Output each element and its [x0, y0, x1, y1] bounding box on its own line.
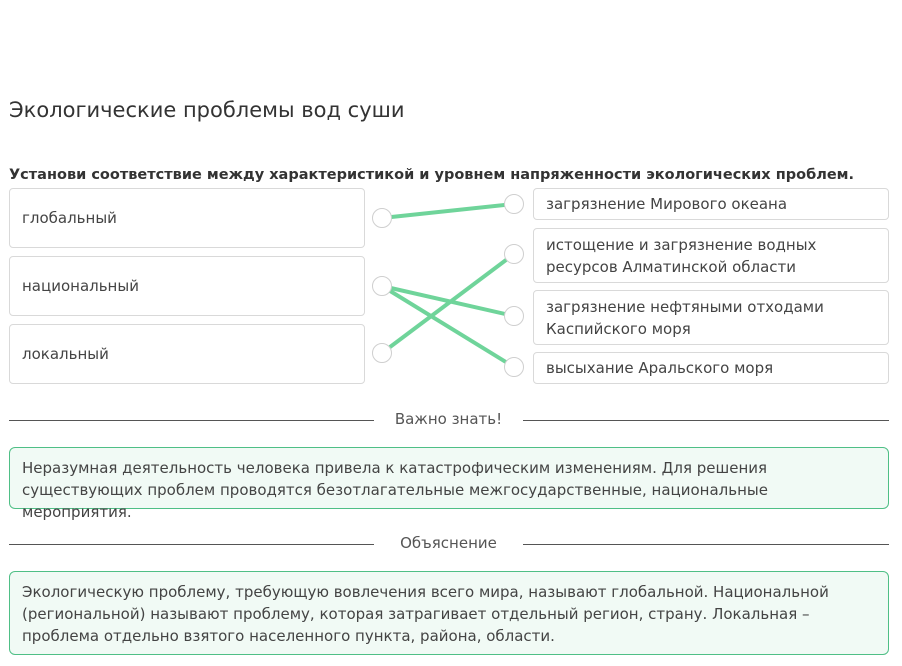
- explanation-info-box: [9, 571, 889, 655]
- right-connector-dot[interactable]: [504, 244, 524, 264]
- explanation-text: Экологическую проблему, требующую вовлечения всего мира, называют глобальной. Национальной (региональной) называют проблему, которая затрагивает отдельный регион, страну. Локальная – проблема отдельно взятого населенного пункта, района, области.: [22, 583, 829, 645]
- task-instruction: Установи соответствие между характеристикой и уровнем напряженности экологических проблем.: [9, 167, 855, 183]
- left-option-local[interactable]: [9, 324, 365, 384]
- important-heading: Важно знать!: [394, 410, 503, 428]
- right-option-label: загрязнение Мирового океана: [546, 195, 788, 213]
- divider-line: [9, 544, 374, 545]
- explanation-divider: [9, 533, 889, 555]
- important-divider: [9, 409, 889, 431]
- left-option-label: локальный: [22, 345, 109, 363]
- right-option-aral-drying[interactable]: [533, 352, 889, 384]
- page-title: Экологические проблемы вод суши: [9, 98, 405, 122]
- right-option-label: высыхание Аральского моря: [546, 359, 774, 377]
- divider-line: [523, 420, 889, 421]
- important-text: Неразумная деятельность человека привела к катастрофическим изменениям. Для решения существующих проблем проводятся безотлагательные межгосударственные, национальные мероприятия.: [22, 459, 768, 521]
- right-option-caspian-oil[interactable]: [533, 290, 889, 345]
- right-connector-dot[interactable]: [504, 194, 524, 214]
- left-option-global[interactable]: [9, 188, 365, 248]
- right-option-label-line: истощение и загрязнение водных: [546, 235, 817, 254]
- left-connector-dot[interactable]: [372, 276, 392, 296]
- match-line: [382, 286, 514, 367]
- left-option-label: глобальный: [22, 209, 117, 227]
- match-line: [382, 254, 514, 353]
- right-option-ocean-pollution[interactable]: [533, 188, 889, 220]
- left-connector-dot[interactable]: [372, 208, 392, 228]
- right-option-label-line: ресурсов Алматинской области: [546, 257, 797, 276]
- left-option-label: национальный: [22, 277, 139, 295]
- match-line: [382, 204, 514, 218]
- divider-line: [9, 420, 374, 421]
- right-connector-dot[interactable]: [504, 357, 524, 377]
- important-info-box: [9, 447, 889, 521]
- right-option-label-line: загрязнение нефтяными отходами: [546, 297, 824, 316]
- left-option-national[interactable]: [9, 256, 365, 316]
- right-option-almaty-water[interactable]: [533, 228, 889, 283]
- divider-line: [523, 544, 889, 545]
- match-line: [382, 286, 514, 316]
- right-option-label-line: Каспийского моря: [546, 319, 691, 338]
- explanation-heading: Объяснение: [400, 534, 497, 552]
- right-connector-dot[interactable]: [504, 306, 524, 326]
- left-connector-dot[interactable]: [372, 343, 392, 363]
